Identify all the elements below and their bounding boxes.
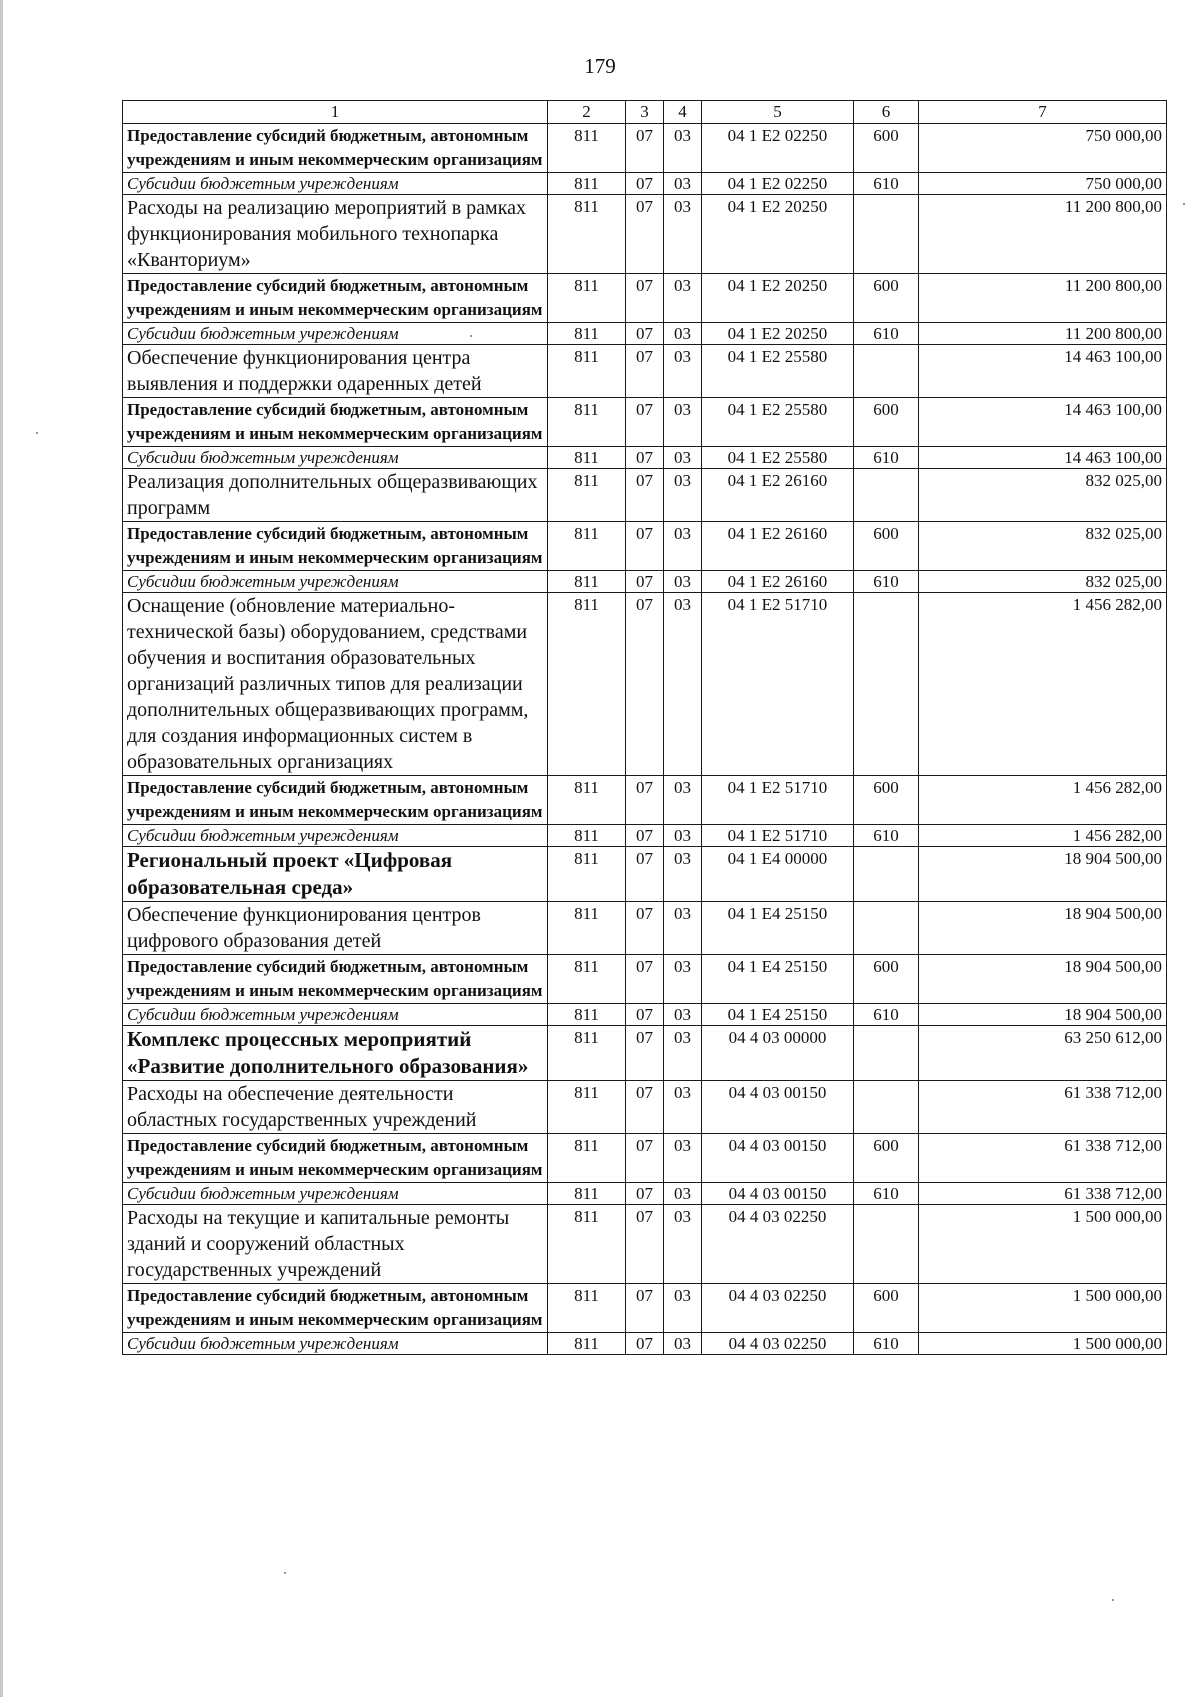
row-ministry-code-cell: 811 — [548, 345, 626, 398]
row-name-cell: Реализация дополнительных общеразвивающих программ — [123, 469, 548, 522]
row-expense-type-cell — [854, 902, 919, 955]
row-target-article-cell: 04 1 E4 00000 — [702, 847, 854, 902]
row-expense-type-cell: 610 — [854, 1333, 919, 1355]
row-ministry-code-cell: 811 — [548, 1081, 626, 1134]
row-name-cell: Субсидии бюджетным учреждениям — [123, 1333, 548, 1355]
row-target-article-cell: 04 1 E2 25580 — [702, 345, 854, 398]
row-subsection-cell: 03 — [664, 847, 702, 902]
page-number: 179 — [584, 54, 616, 78]
row-subsection-cell: 03 — [664, 902, 702, 955]
table-row — [123, 323, 1167, 345]
row-expense-type-cell: 600 — [854, 124, 919, 173]
row-section-cell: 07 — [626, 1026, 664, 1081]
row-amount-cell: 1 456 282,00 — [919, 776, 1167, 825]
row-section-cell: 07 — [626, 447, 664, 469]
scan-speck — [1183, 203, 1185, 205]
row-amount-cell: 750 000,00 — [919, 173, 1167, 195]
row-expense-type-cell: 600 — [854, 955, 919, 1004]
row-name-cell: Оснащение (обновление материально-технической базы) оборудованием, средствами обучения и воспитания образовательных организаций различных типов для реализации дополнительных общеразвивающих программ, для создания информационных систем в образовательных организациях — [123, 593, 548, 776]
row-expense-type-cell: 610 — [854, 1183, 919, 1205]
table-row — [123, 825, 1167, 847]
row-ministry-code-cell: 811 — [548, 825, 626, 847]
row-ministry-code-cell: 811 — [548, 1284, 626, 1333]
table-row — [123, 1333, 1167, 1355]
row-expense-type-cell: 600 — [854, 522, 919, 571]
row-ministry-code-cell: 811 — [548, 1333, 626, 1355]
table-row — [123, 776, 1167, 825]
row-section-cell: 07 — [626, 1134, 664, 1183]
row-name-cell: Субсидии бюджетным учреждениям — [123, 1004, 548, 1026]
row-expense-type-cell: 600 — [854, 1284, 919, 1333]
row-name-cell: Расходы на обеспечение деятельности областных государственных учреждений — [123, 1081, 548, 1134]
header-cell: 2 — [548, 101, 626, 124]
row-name-cell: Предоставление субсидий бюджетным, автономным учреждениям и иным некоммерческим организациям — [123, 274, 548, 323]
row-expense-type-cell: 610 — [854, 447, 919, 469]
row-amount-cell: 14 463 100,00 — [919, 398, 1167, 447]
row-ministry-code-cell: 811 — [548, 571, 626, 593]
row-target-article-cell: 04 1 E4 25150 — [702, 902, 854, 955]
row-amount-cell: 1 456 282,00 — [919, 593, 1167, 776]
row-subsection-cell: 03 — [664, 593, 702, 776]
row-section-cell: 07 — [626, 825, 664, 847]
table-row — [123, 955, 1167, 1004]
row-amount-cell: 63 250 612,00 — [919, 1026, 1167, 1081]
table-row — [123, 124, 1167, 173]
row-name-cell: Расходы на реализацию мероприятий в рамках функционирования мобильного технопарка «Кванториум» — [123, 195, 548, 274]
row-target-article-cell: 04 4 03 02250 — [702, 1205, 854, 1284]
row-section-cell: 07 — [626, 1183, 664, 1205]
row-expense-type-cell: 600 — [854, 1134, 919, 1183]
row-name-cell: Субсидии бюджетным учреждениям — [123, 825, 548, 847]
table-row — [123, 1134, 1167, 1183]
row-subsection-cell: 03 — [664, 173, 702, 195]
row-ministry-code-cell: 811 — [548, 955, 626, 1004]
row-expense-type-cell: 610 — [854, 173, 919, 195]
row-subsection-cell: 03 — [664, 398, 702, 447]
row-target-article-cell: 04 1 E2 26160 — [702, 469, 854, 522]
row-subsection-cell: 03 — [664, 447, 702, 469]
row-ministry-code-cell: 811 — [548, 1026, 626, 1081]
row-ministry-code-cell: 811 — [548, 323, 626, 345]
row-amount-cell: 11 200 800,00 — [919, 195, 1167, 274]
table-row — [123, 1205, 1167, 1284]
row-amount-cell: 61 338 712,00 — [919, 1134, 1167, 1183]
table-row — [123, 1081, 1167, 1134]
row-amount-cell: 18 904 500,00 — [919, 902, 1167, 955]
row-amount-cell: 1 500 000,00 — [919, 1205, 1167, 1284]
row-section-cell: 07 — [626, 593, 664, 776]
row-name-cell: Субсидии бюджетным учреждениям — [123, 173, 548, 195]
table-row — [123, 902, 1167, 955]
row-expense-type-cell — [854, 195, 919, 274]
row-name-cell: Региональный проект «Цифровая образовательная среда» — [123, 847, 548, 902]
row-section-cell: 07 — [626, 522, 664, 571]
row-target-article-cell: 04 1 E2 26160 — [702, 571, 854, 593]
header-cell: 7 — [919, 101, 1167, 124]
row-target-article-cell: 04 1 E4 25150 — [702, 1004, 854, 1026]
scan-speck — [284, 1572, 286, 1574]
scan-speck — [1112, 1599, 1114, 1601]
row-target-article-cell: 04 1 E2 02250 — [702, 124, 854, 173]
row-subsection-cell: 03 — [664, 469, 702, 522]
row-amount-cell: 11 200 800,00 — [919, 274, 1167, 323]
row-name-cell: Субсидии бюджетным учреждениям — [123, 571, 548, 593]
row-target-article-cell: 04 1 E2 26160 — [702, 522, 854, 571]
row-section-cell: 07 — [626, 847, 664, 902]
row-ministry-code-cell: 811 — [548, 1183, 626, 1205]
row-name-cell: Предоставление субсидий бюджетным, автономным учреждениям и иным некоммерческим организациям — [123, 955, 548, 1004]
row-expense-type-cell — [854, 469, 919, 522]
row-section-cell: 07 — [626, 902, 664, 955]
row-section-cell: 07 — [626, 469, 664, 522]
table-row — [123, 593, 1167, 776]
row-section-cell: 07 — [626, 1205, 664, 1284]
row-section-cell: 07 — [626, 195, 664, 274]
row-name-cell: Предоставление субсидий бюджетным, автономным учреждениям и иным некоммерческим организациям — [123, 522, 548, 571]
scan-speck — [470, 335, 472, 337]
header-cell: 6 — [854, 101, 919, 124]
row-ministry-code-cell: 811 — [548, 902, 626, 955]
row-subsection-cell: 03 — [664, 345, 702, 398]
row-name-cell: Субсидии бюджетным учреждениям — [123, 1183, 548, 1205]
row-name-cell: Субсидии бюджетным учреждениям — [123, 323, 548, 345]
header-cell: 4 — [664, 101, 702, 124]
table-row — [123, 398, 1167, 447]
row-subsection-cell: 03 — [664, 1205, 702, 1284]
row-amount-cell: 1 500 000,00 — [919, 1284, 1167, 1333]
row-subsection-cell: 03 — [664, 323, 702, 345]
row-ministry-code-cell: 811 — [548, 1004, 626, 1026]
row-subsection-cell: 03 — [664, 1026, 702, 1081]
row-target-article-cell: 04 1 E2 51710 — [702, 825, 854, 847]
header-cell: 5 — [702, 101, 854, 124]
row-expense-type-cell: 600 — [854, 776, 919, 825]
row-section-cell: 07 — [626, 1004, 664, 1026]
row-name-cell: Предоставление субсидий бюджетным, автономным учреждениям и иным некоммерческим организациям — [123, 1284, 548, 1333]
row-expense-type-cell — [854, 1081, 919, 1134]
row-subsection-cell: 03 — [664, 1004, 702, 1026]
row-section-cell: 07 — [626, 173, 664, 195]
header-cell: 1 — [123, 101, 548, 124]
row-amount-cell: 61 338 712,00 — [919, 1081, 1167, 1134]
row-ministry-code-cell: 811 — [548, 847, 626, 902]
row-subsection-cell: 03 — [664, 1081, 702, 1134]
row-amount-cell: 832 025,00 — [919, 522, 1167, 571]
row-amount-cell: 14 463 100,00 — [919, 345, 1167, 398]
row-ministry-code-cell: 811 — [548, 173, 626, 195]
table-row — [123, 522, 1167, 571]
table-header-row — [123, 101, 1167, 124]
row-expense-type-cell: 610 — [854, 825, 919, 847]
row-subsection-cell: 03 — [664, 825, 702, 847]
row-name-cell: Субсидии бюджетным учреждениям — [123, 447, 548, 469]
row-section-cell: 07 — [626, 323, 664, 345]
row-expense-type-cell — [854, 1205, 919, 1284]
row-target-article-cell: 04 1 E2 20250 — [702, 323, 854, 345]
row-section-cell: 07 — [626, 955, 664, 1004]
row-amount-cell: 832 025,00 — [919, 469, 1167, 522]
row-ministry-code-cell: 811 — [548, 776, 626, 825]
row-expense-type-cell: 600 — [854, 274, 919, 323]
row-target-article-cell: 04 1 E2 25580 — [702, 447, 854, 469]
row-section-cell: 07 — [626, 124, 664, 173]
row-target-article-cell: 04 1 E4 25150 — [702, 955, 854, 1004]
row-name-cell: Комплекс процессных мероприятий «Развитие дополнительного образования» — [123, 1026, 548, 1081]
row-target-article-cell: 04 4 03 02250 — [702, 1333, 854, 1355]
row-amount-cell: 1 500 000,00 — [919, 1333, 1167, 1355]
row-section-cell: 07 — [626, 274, 664, 323]
row-expense-type-cell: 610 — [854, 1004, 919, 1026]
row-ministry-code-cell: 811 — [548, 398, 626, 447]
row-amount-cell: 14 463 100,00 — [919, 447, 1167, 469]
table-row — [123, 469, 1167, 522]
table-row — [123, 1004, 1167, 1026]
row-target-article-cell: 04 4 03 00000 — [702, 1026, 854, 1081]
row-subsection-cell: 03 — [664, 522, 702, 571]
row-amount-cell: 18 904 500,00 — [919, 955, 1167, 1004]
row-ministry-code-cell: 811 — [548, 124, 626, 173]
row-target-article-cell: 04 4 03 02250 — [702, 1284, 854, 1333]
row-amount-cell: 1 456 282,00 — [919, 825, 1167, 847]
row-target-article-cell: 04 4 03 00150 — [702, 1081, 854, 1134]
row-name-cell: Предоставление субсидий бюджетным, автономным учреждениям и иным некоммерческим организациям — [123, 1134, 548, 1183]
row-expense-type-cell — [854, 345, 919, 398]
table-row — [123, 447, 1167, 469]
row-name-cell: Расходы на текущие и капитальные ремонты зданий и сооружений областных государственных учреждений — [123, 1205, 548, 1284]
row-section-cell: 07 — [626, 1333, 664, 1355]
row-expense-type-cell: 610 — [854, 571, 919, 593]
row-expense-type-cell: 600 — [854, 398, 919, 447]
row-subsection-cell: 03 — [664, 955, 702, 1004]
table-row — [123, 1284, 1167, 1333]
table-row — [123, 1026, 1167, 1081]
row-ministry-code-cell: 811 — [548, 469, 626, 522]
row-name-cell: Предоставление субсидий бюджетным, автономным учреждениям и иным некоммерческим организациям — [123, 398, 548, 447]
row-amount-cell: 18 904 500,00 — [919, 847, 1167, 902]
row-subsection-cell: 03 — [664, 571, 702, 593]
table-row — [123, 274, 1167, 323]
scan-speck — [36, 432, 38, 434]
row-target-article-cell: 04 4 03 00150 — [702, 1183, 854, 1205]
header-cell: 3 — [626, 101, 664, 124]
row-target-article-cell: 04 4 03 00150 — [702, 1134, 854, 1183]
row-target-article-cell: 04 1 E2 51710 — [702, 776, 854, 825]
row-target-article-cell: 04 1 E2 20250 — [702, 274, 854, 323]
table-row — [123, 847, 1167, 902]
row-amount-cell: 750 000,00 — [919, 124, 1167, 173]
row-target-article-cell: 04 1 E2 02250 — [702, 173, 854, 195]
row-amount-cell: 11 200 800,00 — [919, 323, 1167, 345]
row-name-cell: Обеспечение функционирования центра выявления и поддержки одаренных детей — [123, 345, 548, 398]
row-section-cell: 07 — [626, 1081, 664, 1134]
row-expense-type-cell: 610 — [854, 323, 919, 345]
row-subsection-cell: 03 — [664, 1333, 702, 1355]
row-section-cell: 07 — [626, 398, 664, 447]
row-target-article-cell: 04 1 E2 20250 — [702, 195, 854, 274]
row-subsection-cell: 03 — [664, 776, 702, 825]
row-subsection-cell: 03 — [664, 1284, 702, 1333]
row-ministry-code-cell: 811 — [548, 1205, 626, 1284]
row-subsection-cell: 03 — [664, 124, 702, 173]
row-section-cell: 07 — [626, 571, 664, 593]
row-name-cell: Предоставление субсидий бюджетным, автономным учреждениям и иным некоммерческим организациям — [123, 124, 548, 173]
row-ministry-code-cell: 811 — [548, 447, 626, 469]
row-ministry-code-cell: 811 — [548, 522, 626, 571]
row-expense-type-cell — [854, 1026, 919, 1081]
table-row — [123, 1183, 1167, 1205]
row-section-cell: 07 — [626, 1284, 664, 1333]
budget-table — [122, 100, 1167, 1355]
scan-edge — [0, 0, 3, 1697]
row-amount-cell: 61 338 712,00 — [919, 1183, 1167, 1205]
table-row — [123, 345, 1167, 398]
row-subsection-cell: 03 — [664, 1134, 702, 1183]
row-subsection-cell: 03 — [664, 1183, 702, 1205]
row-ministry-code-cell: 811 — [548, 195, 626, 274]
row-ministry-code-cell: 811 — [548, 1134, 626, 1183]
row-ministry-code-cell: 811 — [548, 274, 626, 323]
row-ministry-code-cell: 811 — [548, 593, 626, 776]
table-row — [123, 173, 1167, 195]
row-expense-type-cell — [854, 847, 919, 902]
row-name-cell: Предоставление субсидий бюджетным, автономным учреждениям и иным некоммерческим организациям — [123, 776, 548, 825]
row-amount-cell: 832 025,00 — [919, 571, 1167, 593]
row-subsection-cell: 03 — [664, 274, 702, 323]
row-target-article-cell: 04 1 E2 25580 — [702, 398, 854, 447]
row-section-cell: 07 — [626, 776, 664, 825]
row-target-article-cell: 04 1 E2 51710 — [702, 593, 854, 776]
table-row — [123, 195, 1167, 274]
row-name-cell: Обеспечение функционирования центров цифрового образования детей — [123, 902, 548, 955]
row-section-cell: 07 — [626, 345, 664, 398]
row-expense-type-cell — [854, 593, 919, 776]
row-amount-cell: 18 904 500,00 — [919, 1004, 1167, 1026]
table-row — [123, 571, 1167, 593]
row-subsection-cell: 03 — [664, 195, 702, 274]
